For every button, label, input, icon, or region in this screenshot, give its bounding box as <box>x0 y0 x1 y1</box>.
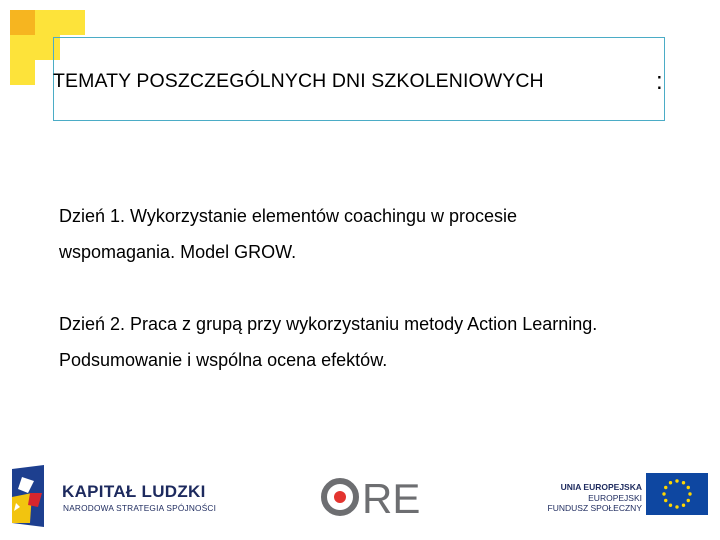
slide-title: TEMATY POSZCZEGÓLNYCH DNI SZKOLENIOWYCH <box>53 70 544 92</box>
kapital-ludzki-title: KAPITAŁ LUDZKI <box>62 482 206 501</box>
kapital-ludzki-logo-icon <box>8 463 48 529</box>
day1-line1: Dzień 1. Wykorzystanie elementów coachingu w procesie <box>59 206 518 226</box>
deco-square <box>10 10 35 35</box>
eu-star <box>687 486 690 489</box>
eu-star <box>687 499 690 502</box>
eu-star <box>682 481 685 484</box>
slide-content <box>59 198 709 378</box>
eu-star <box>675 479 678 482</box>
ue-subtitle <box>548 493 642 513</box>
eu-star <box>675 505 678 508</box>
eu-flag-icon <box>646 473 708 515</box>
day2-line1: Dzień 2. Praca z grupą przy wykorzystaniu metody Action Learning. <box>59 314 598 334</box>
day2-line2: Podsumowanie i wspólna ocena efektów. <box>59 350 388 370</box>
day1-line2: wspomagania. Model GROW. <box>59 242 297 262</box>
ore-text: RE <box>362 475 420 519</box>
kapital-ludzki-subtitle: NARODOWA STRATEGIA SPÓJNOŚCI <box>63 503 217 513</box>
deco-square <box>10 35 35 60</box>
deco-square <box>35 10 60 35</box>
title-colon: : <box>656 68 663 95</box>
footer-logos <box>0 455 720 540</box>
eu-star <box>664 499 667 502</box>
deco-square <box>60 10 85 35</box>
eu-star <box>662 492 665 495</box>
ore-logo-icon <box>320 475 420 519</box>
ue-line2: FUNDUSZ SPOŁECZNY <box>547 503 642 513</box>
ue-line1: EUROPEJSKI <box>588 493 642 503</box>
deco-square <box>10 60 35 85</box>
eu-star <box>669 481 672 484</box>
eu-star <box>664 486 667 489</box>
ue-title: UNIA EUROPEJSKA <box>560 482 642 492</box>
eu-star <box>682 504 685 507</box>
eu-star <box>669 504 672 507</box>
eu-star <box>688 492 691 495</box>
